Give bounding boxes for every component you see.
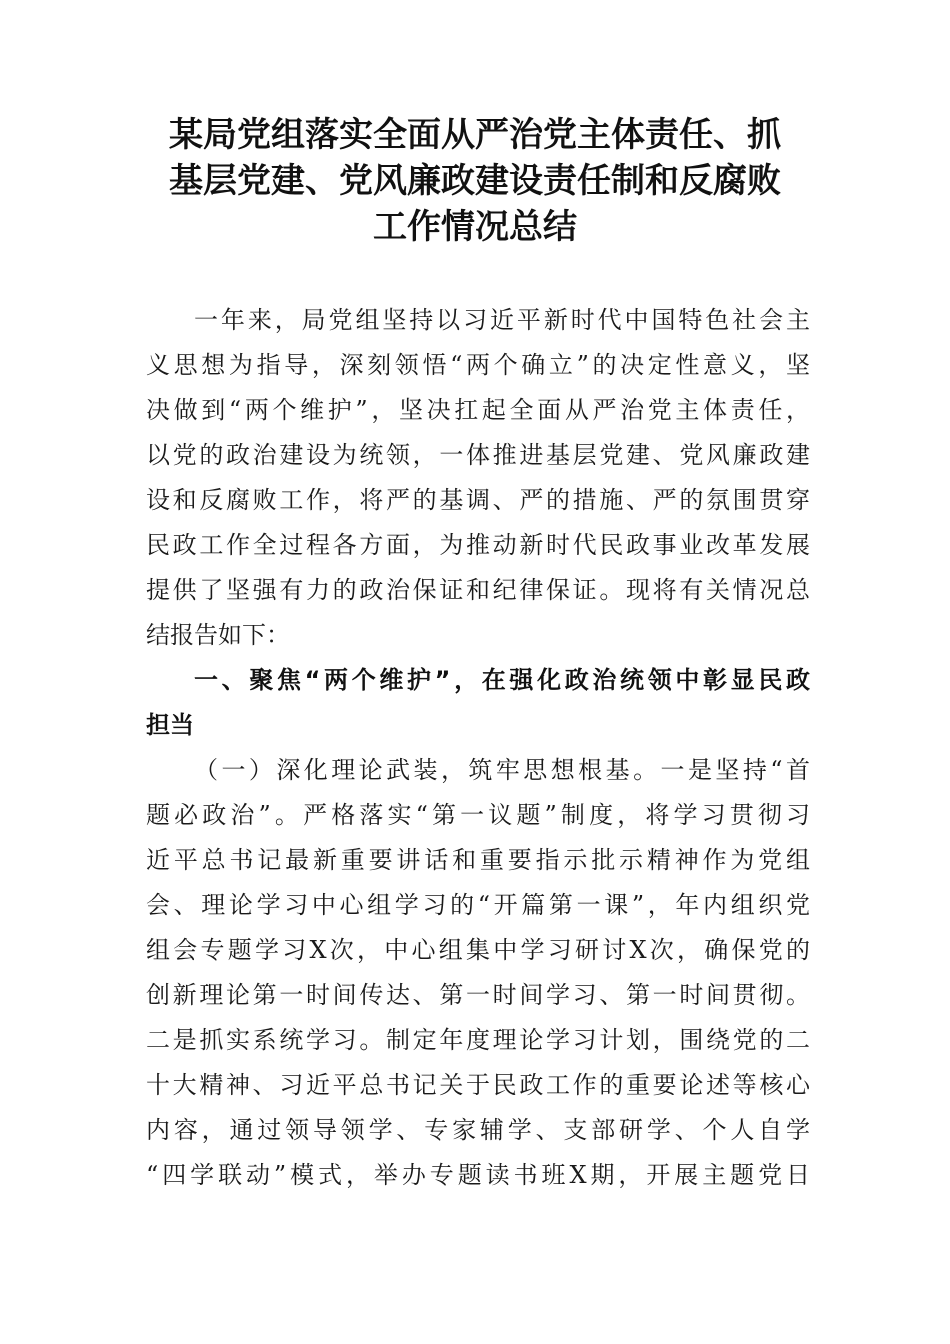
document-body bbox=[146, 298, 810, 1198]
title-line-1: 某局党组落实全面从严治党主体责任、抓 bbox=[169, 115, 781, 155]
paragraph-line: 以党的政治建设为统领，一体推进基层党建、党风廉政建 bbox=[146, 441, 810, 469]
title-line-3: 工作情况总结 bbox=[373, 207, 577, 247]
paragraph-line: 内容，通过领导领学、专家辅学、支部研学、个人自学 bbox=[146, 1116, 810, 1144]
paragraph-line: 结报告如下： bbox=[146, 621, 290, 649]
title-line-2: 基层党建、党风廉政建设责任制和反腐败 bbox=[169, 161, 781, 201]
paragraph-line: （一）深化理论武装，筑牢思想根基。一是坚持“首 bbox=[194, 756, 810, 784]
section-heading-1 bbox=[146, 658, 810, 748]
paragraph-intro bbox=[146, 298, 810, 658]
paragraph-line: 设和反腐败工作，将严的基调、严的措施、严的氛围贯穿 bbox=[146, 486, 810, 514]
paragraph-line: “四学联动”模式，举办专题读书班X期，开展主题党日 bbox=[146, 1161, 810, 1189]
paragraph-line: 十大精神、习近平总书记关于民政工作的重要论述等核心 bbox=[146, 1071, 810, 1099]
paragraph-line: 义思想为指导，深刻领悟“两个确立”的决定性意义，坚 bbox=[146, 351, 810, 379]
paragraph-theory bbox=[146, 748, 810, 1198]
heading-line: 担当 bbox=[146, 711, 194, 739]
paragraph-line: 近平总书记最新重要讲话和重要指示批示精神作为党组 bbox=[146, 846, 810, 874]
paragraph-line: 组会专题学习X次，中心组集中学习研讨X次，确保党的 bbox=[146, 936, 810, 964]
paragraph-line: 题必政治”。严格落实“第一议题”制度，将学习贯彻习 bbox=[146, 801, 810, 829]
paragraph-line: 提供了坚强有力的政治保证和纪律保证。现将有关情况总 bbox=[146, 576, 810, 604]
paragraph-line: 民政工作全过程各方面，为推动新时代民政事业改革发展 bbox=[146, 531, 810, 559]
paragraph-line: 二是抓实系统学习。制定年度理论学习计划，围绕党的二 bbox=[146, 1026, 810, 1054]
document-title bbox=[120, 112, 830, 250]
heading-line: 一、聚焦“两个维护”，在强化政治统领中彰显民政 bbox=[194, 666, 810, 694]
paragraph-line: 会、理论学习中心组学习的“开篇第一课”，年内组织党 bbox=[146, 891, 810, 919]
paragraph-line: 一年来，局党组坚持以习近平新时代中国特色社会主 bbox=[194, 306, 810, 334]
paragraph-line: 决做到“两个维护”，坚决扛起全面从严治党主体责任， bbox=[146, 396, 810, 424]
paragraph-line: 创新理论第一时间传达、第一时间学习、第一时间贯彻。 bbox=[146, 981, 810, 1009]
